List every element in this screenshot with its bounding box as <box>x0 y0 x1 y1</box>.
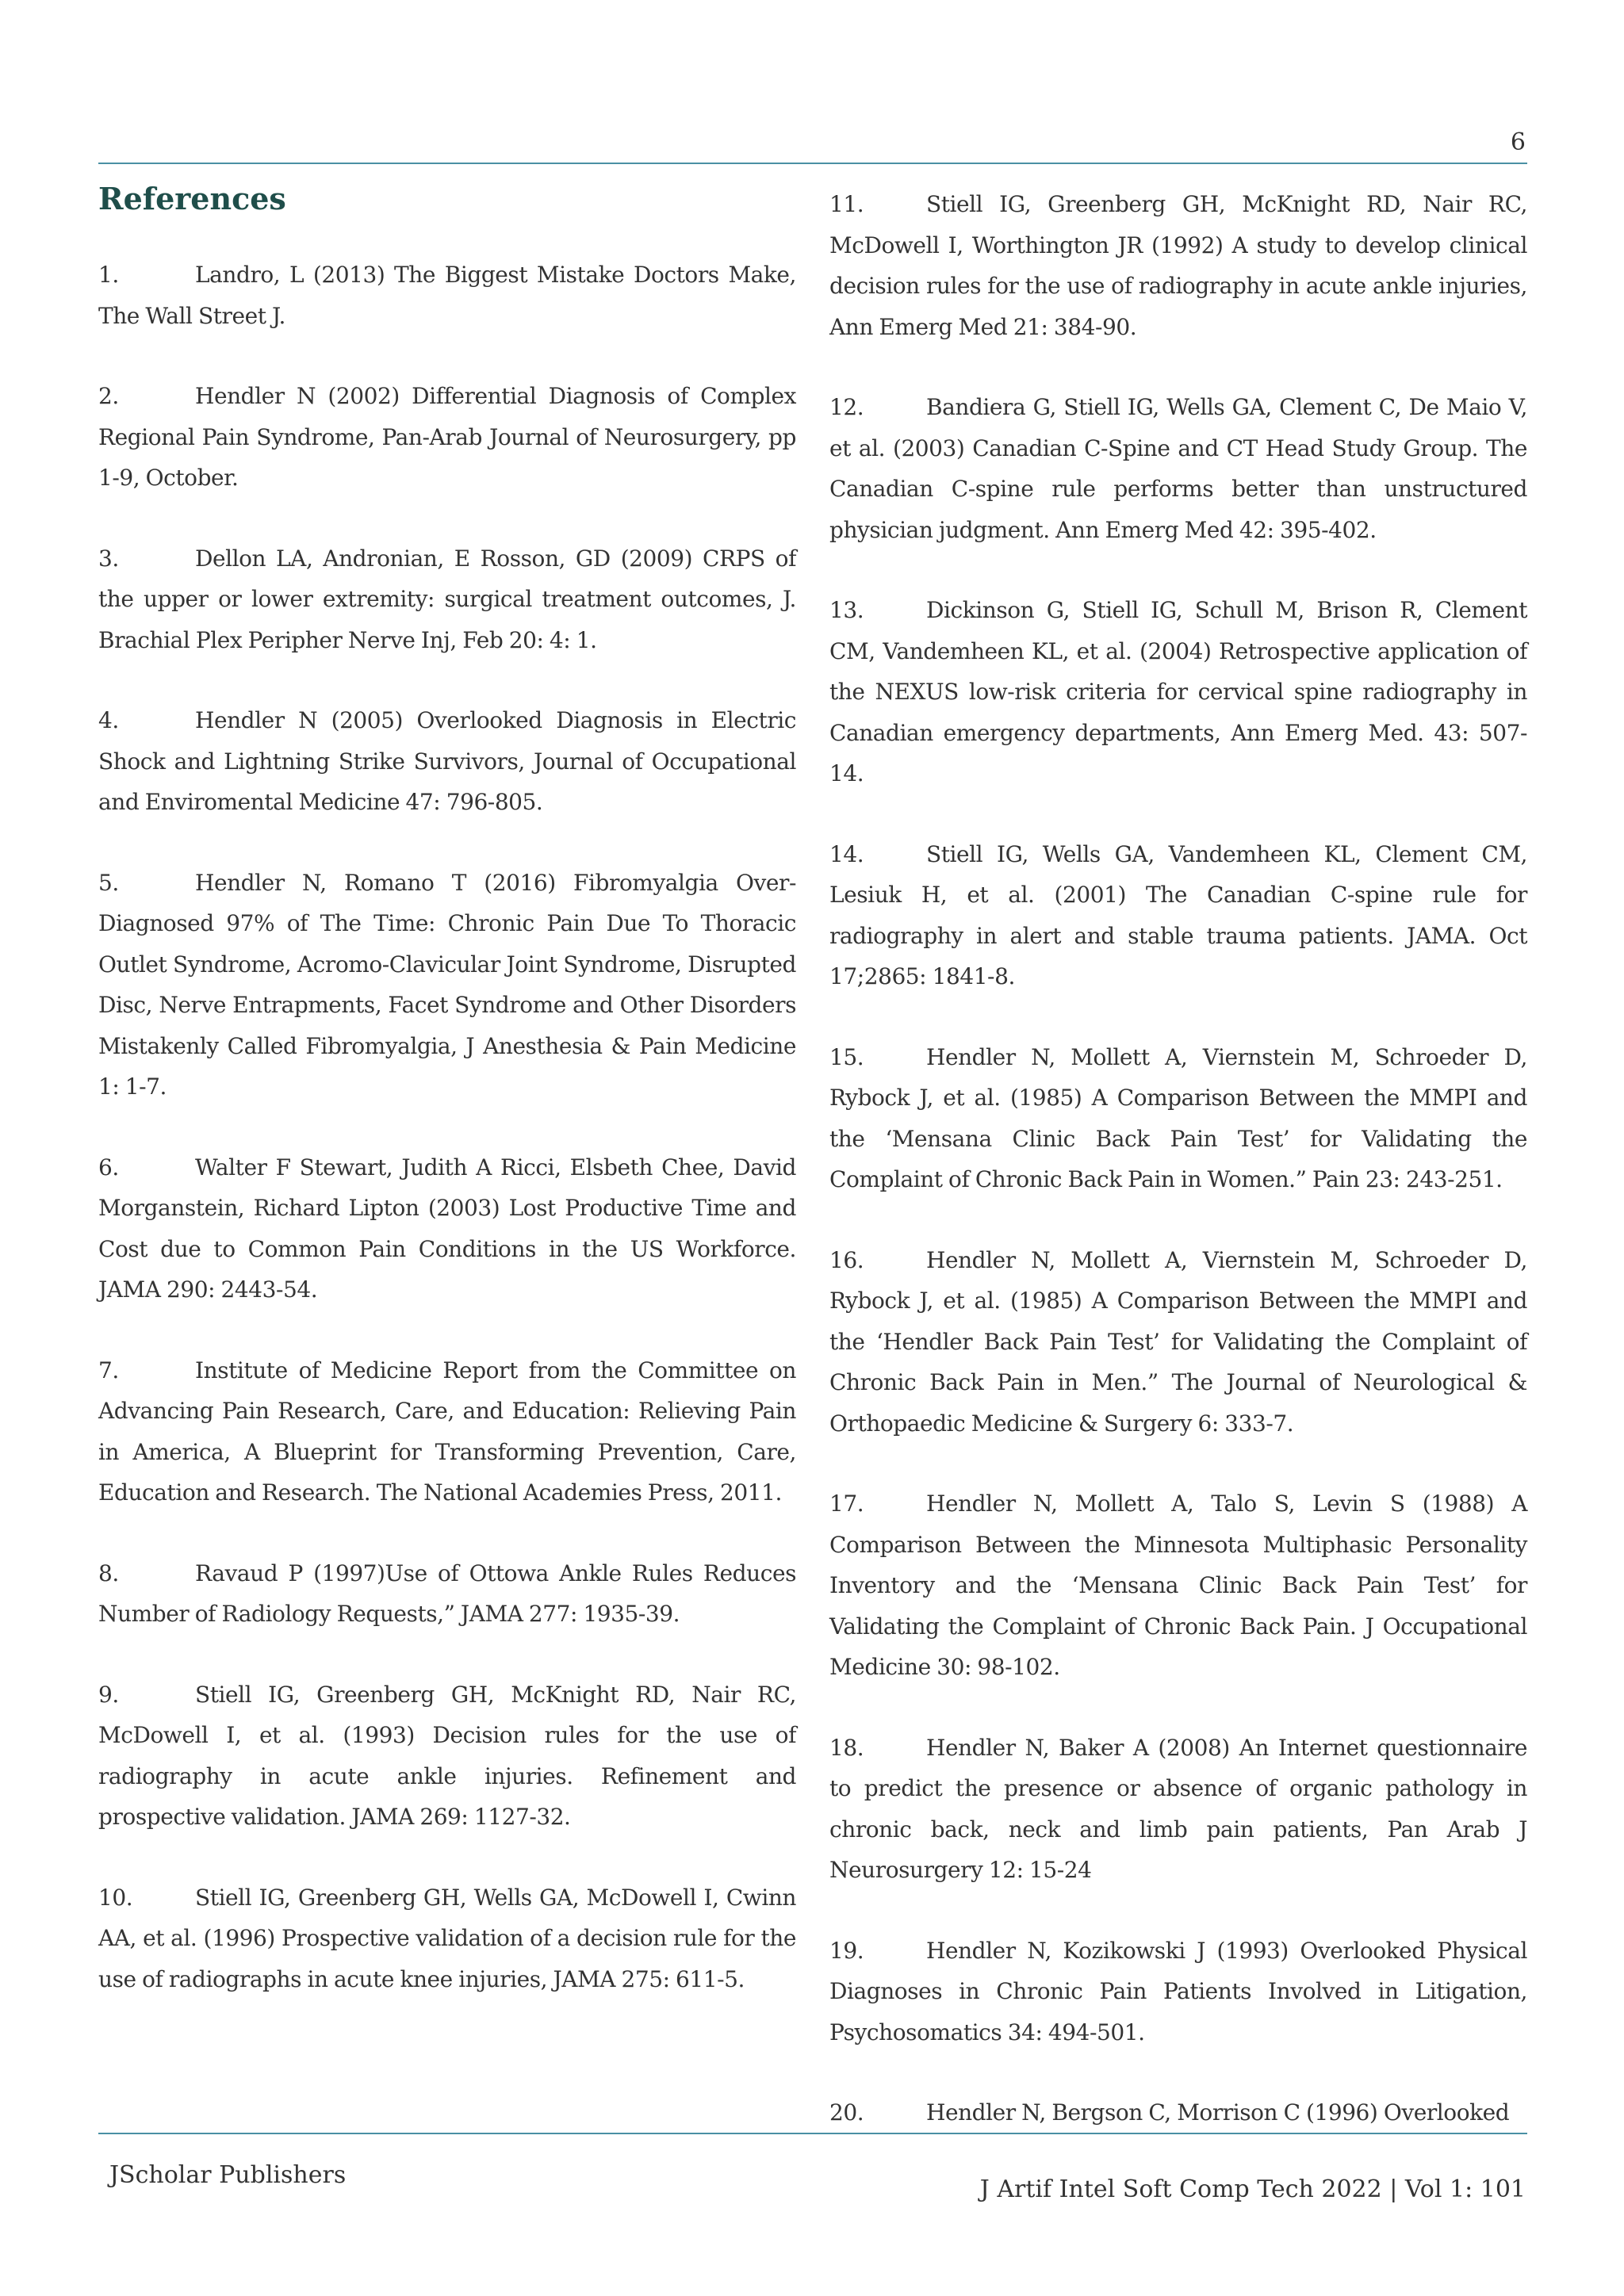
reference-item <box>829 1037 1527 1200</box>
reference-number: 2. <box>98 383 119 409</box>
reference-number: 3. <box>98 545 119 572</box>
left-reference-list <box>98 254 796 1999</box>
reference-number: 6. <box>98 1154 119 1181</box>
reference-text: Walter F Stewart, Judith A Ricci, Elsbeth Chee, David Morganstein, Richard Lipton (2003) Lost Productive Time and Cost due to Common Pain Conditions in the US Workforce. JAMA 290: 2443-54. <box>98 1154 796 1303</box>
reference-item <box>829 2092 1527 2133</box>
reference-text: Stiell IG, Wells GA, Vandemheen KL, Clement CM, Lesiuk H, et al. (2001) The Canadian C-spine rule for radiography in alert and stable trauma patients. JAMA. Oct 17;2865: 1841-8. <box>829 840 1527 989</box>
reference-text: Hendler N, Mollett A, Viernstein M, Schroeder D, Rybock J, et al. (1985) A Comparison Between the MMPI and the ‘Hendler Back Pain Test’ for Validating the Complaint of Chronic Back Pain in Men.” The Journal of Neurological & Orthopaedic Medicine & Surgery 6: 333-7. <box>829 1246 1527 1437</box>
reference-number: 11. <box>829 191 864 217</box>
reference-number: 4. <box>98 707 119 733</box>
reference-item <box>98 1147 796 1311</box>
reference-number: 17. <box>829 1490 864 1517</box>
reference-item <box>98 1350 796 1513</box>
reference-item <box>98 863 796 1108</box>
references-heading: References <box>98 181 286 216</box>
reference-item <box>829 1931 1527 2053</box>
right-column <box>829 184 1527 2173</box>
reference-text: Landro, L (2013) The Biggest Mistake Doctors Make, The Wall Street J. <box>98 262 796 329</box>
reference-item <box>98 1877 796 2000</box>
reference-item <box>829 387 1527 550</box>
reference-item <box>829 184 1527 347</box>
reference-item <box>98 700 796 823</box>
reference-number: 18. <box>829 1734 864 1761</box>
header-rule <box>98 163 1527 164</box>
reference-item <box>829 590 1527 794</box>
footer-journal: J Artif Intel Soft Comp Tech 2022 | Vol 1: 101 <box>979 2175 1526 2203</box>
reference-item <box>829 1240 1527 1445</box>
reference-number: 16. <box>829 1246 864 1273</box>
reference-number: 5. <box>98 869 119 896</box>
reference-text: Hendler N (2002) Differential Diagnosis of Complex Regional Pain Syndrome, Pan-Arab Journal of Neurosurgery, pp 1-9, October. <box>98 383 796 491</box>
reference-number: 12. <box>829 394 864 420</box>
reference-item <box>98 254 796 336</box>
left-column <box>98 178 796 2039</box>
reference-number: 15. <box>829 1043 864 1070</box>
reference-item <box>98 1553 796 1635</box>
right-reference-list <box>829 184 1527 2133</box>
reference-text: Hendler N, Baker A (2008) An Internet questionnaire to predict the presence or absence of organic pathology in chronic back, neck and limb pain patients, Pan Arab J Neurosurgery 12: 15-24 <box>829 1734 1527 1883</box>
reference-text: Stiell IG, Greenberg GH, McKnight RD, Nair RC, McDowell I, Worthington JR (1992) A study to develop clinical decision rules for the use of radiography in acute ankle injuries, Ann Emerg Med 21: 384-90. <box>829 191 1527 340</box>
reference-text: Ravaud P (1997)Use of Ottowa Ankle Rules Reduces Number of Radiology Requests,” JAMA 277: 1935-39. <box>98 1559 796 1627</box>
reference-text: Hendler N (2005) Overlooked Diagnosis in Electric Shock and Lightning Strike Survivors, Journal of Occupational and Enviromental Medicine 47: 796-805. <box>98 707 796 815</box>
reference-text: Institute of Medicine Report from the Committee on Advancing Pain Research, Care, and Education: Relieving Pain in America, A Blueprint for Transforming Prevention, Care, Education and Research. The National Academies Press, 2011. <box>98 1357 796 1506</box>
footer-rule <box>98 2133 1527 2134</box>
reference-text: Bandiera G, Stiell IG, Wells GA, Clement C, De Maio V, et al. (2003) Canadian C-Spine and CT Head Study Group. The Canadian C-spine rule performs better than unstructured physician judgment. Ann Emerg Med 42: 395-402. <box>829 394 1527 543</box>
reference-item <box>829 1483 1527 1688</box>
reference-number: 14. <box>829 840 864 867</box>
reference-item <box>98 538 796 661</box>
reference-text: Stiell IG, Greenberg GH, Wells GA, McDowell I, Cwinn AA, et al. (1996) Prospective validation of a decision rule for the use of radiographs in acute knee injuries, JAMA 275: 611-5. <box>98 1884 796 1992</box>
reference-item <box>829 1728 1527 1891</box>
footer-publisher: JScholar Publishers <box>109 2161 347 2189</box>
reference-number: 13. <box>829 597 864 623</box>
reference-number: 1. <box>98 262 119 288</box>
reference-number: 8. <box>98 1559 119 1586</box>
reference-text: Dickinson G, Stiell IG, Schull M, Brison R, Clement CM, Vandemheen KL, et al. (2004) Retrospective application of the NEXUS low-risk criteria for cervical spine radiography in Canadian emergency departments, Ann Emerg Med. 43: 507-14. <box>829 597 1527 786</box>
reference-text: Dellon LA, Andronian, E Rosson, GD (2009) CRPS of the upper or lower extremity: surgical treatment outcomes, J. Brachial Plex Peripher Nerve Inj, Feb 20: 4: 1. <box>98 545 796 653</box>
reference-number: 9. <box>98 1681 119 1708</box>
page-number: 6 <box>1510 128 1526 156</box>
reference-item <box>98 1674 796 1838</box>
reference-number: 10. <box>98 1884 133 1911</box>
reference-number: 19. <box>829 1937 864 1964</box>
reference-item <box>829 834 1527 997</box>
reference-number: 7. <box>98 1357 119 1383</box>
reference-number: 20. <box>829 2099 864 2126</box>
reference-text: Hendler N, Bergson C, Morrison C (1996) Overlooked <box>926 2099 1510 2126</box>
reference-text: Hendler N, Kozikowski J (1993) Overlooked Physical Diagnoses in Chronic Pain Patients Involved in Litigation, Psychosomatics 34: 494-501. <box>829 1937 1527 2045</box>
reference-text: Hendler N, Romano T (2016) Fibromyalgia Over-Diagnosed 97% of The Time: Chronic Pain Due To Thoracic Outlet Syndrome, Acromo-Clavicular Joint Syndrome, Disrupted Disc, Nerve Entrapments, Facet Syndrome and Other Disorders Mistakenly Called Fibromyalgia, J Anesthesia & Pain Medicine 1: 1-7. <box>98 869 796 1100</box>
reference-text: Hendler N, Mollett A, Talo S, Levin S (1988) A Comparison Between the Minnesota Multiphasic Personality Inventory and the ‘Mensana Clinic Back Pain Test’ for Validating the Complaint of Chronic Back Pain. J Occupational Medicine 30: 98-102. <box>829 1490 1527 1680</box>
reference-text: Hendler N, Mollett A, Viernstein M, Schroeder D, Rybock J, et al. (1985) A Comparison Between the MMPI and the ‘Mensana Clinic Back Pain Test’ for Validating the Complaint of Chronic Back Pain in Women.” Pain 23: 243-251. <box>829 1043 1527 1192</box>
reference-text: Stiell IG, Greenberg GH, McKnight RD, Nair RC, McDowell I, et al. (1993) Decision rules for the use of radiography in acute ankle injuries. Refinement and prospective validation. JAMA 269: 1127-32. <box>98 1681 796 1830</box>
reference-item <box>98 376 796 499</box>
